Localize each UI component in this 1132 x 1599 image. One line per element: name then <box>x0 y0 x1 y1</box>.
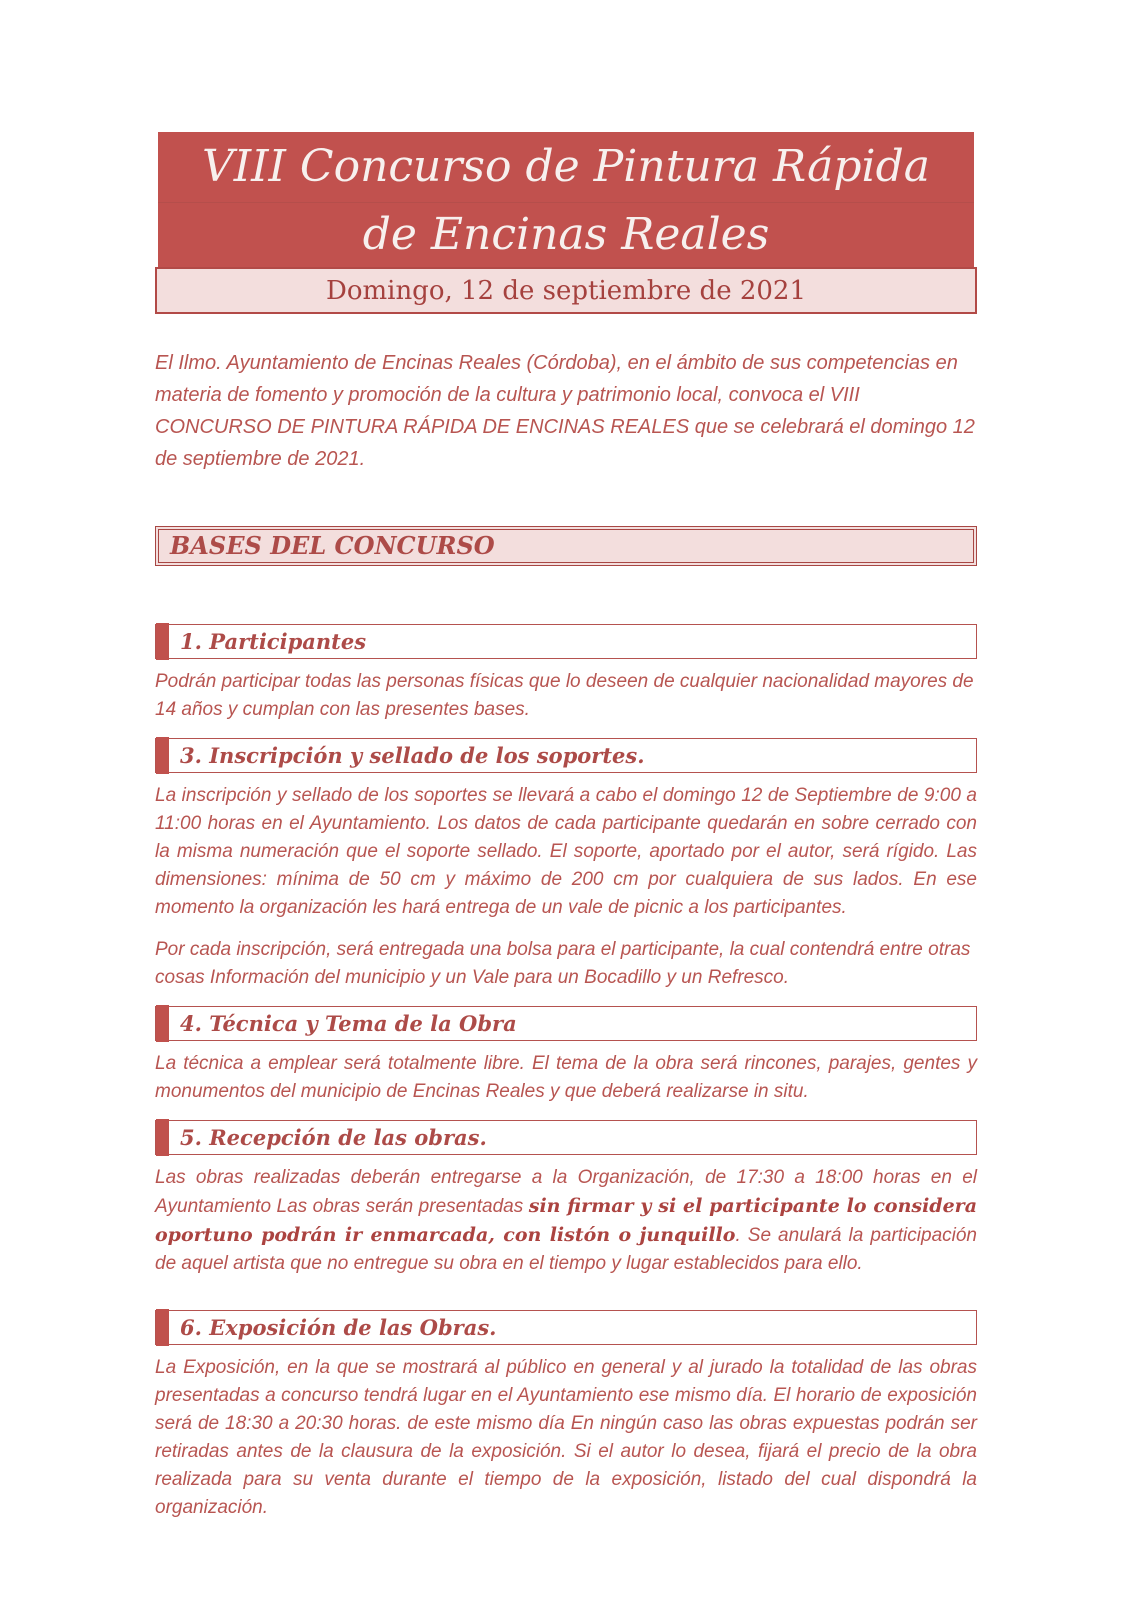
title-banner <box>158 132 974 267</box>
recepcion-text-after: . Se anulará la participación de aquel artista que no entregue su obra en el tiempo y lugar establecidos para ello. <box>155 1225 977 1274</box>
section-heading-label: 6. Exposición de las Obras. <box>180 1315 497 1340</box>
recepcion-paragraph <box>155 1164 977 1278</box>
event-date: Domingo, 12 de septiembre de 2021 <box>325 275 807 306</box>
section-heading-participantes <box>155 624 977 659</box>
participantes-paragraph: Podrán participar todas las personas físicas que lo deseen de cualquier nacionalidad mayores de 14 años y cumplan con las presentes bases. <box>155 671 974 720</box>
recepcion-text-bold: sin firmar y si el participante lo considera oportuno podrán ir enmarcada, con listón o junquillo <box>155 1195 978 1246</box>
intro-paragraph: El Ilmo. Ayuntamiento de Encinas Reales (Córdoba), en el ámbito de sus competencias en materia de fomento y promoción de la cultura y patrimonio local, convoca el VIII CONCURSO DE PINTURA RÁPIDA DE ENCINAS REALES que se celebrará el domingo 12 de septiembre de 2021. <box>155 352 975 470</box>
date-banner <box>155 267 977 314</box>
section-heading-label: 3. Inscripción y sellado de los soportes. <box>180 743 645 768</box>
document-title-line-1: VIII Concurso de Pintura Rápida <box>158 132 974 203</box>
document-content <box>155 132 977 1522</box>
exposicion-paragraph: La Exposición, en la que se mostrará al público en general y al jurado la totalidad de las obras presentadas a concurso tendrá lugar en el Ayuntamiento ese mismo día. El horario de exposición será de 18:30 a 20:30 horas. de este mismo día En ningún caso las obras expuestas podrán ser retiradas antes de la clausura de la exposición. Si el autor lo desea, fijará el precio de la obra realizada para su venta durante el tiempo de la exposición, listado del cual dispondrá la organización. <box>155 1357 977 1518</box>
document-title-line-2: de Encinas Reales <box>362 209 770 260</box>
section-heading-label: 1. Participantes <box>180 629 367 654</box>
section-heading-recepcion <box>155 1120 977 1155</box>
section-heading-exposicion <box>155 1310 977 1345</box>
inscripcion-paragraph-1: La inscripción y sellado de los soportes se llevará a cabo el domingo 12 de Septiembre de 9:00 a 11:00 horas en el Ayuntamiento. Los datos de cada participante quedarán en sobre cerrado con la misma numeración que el soporte sellado. El soporte, aportado por el autor, será rígido. Las dimensiones: mínima de 50 cm y máximo de 200 cm por cualquiera de sus lados. En ese momento la organización les hará entrega de un vale de picnic a los participantes. <box>155 785 977 918</box>
section-heading-inscripcion <box>155 738 977 773</box>
tecnica-paragraph: La técnica a emplear será totalmente libre. El tema de la obra será rincones, parajes, gentes y monumentos del municipio de Encinas Reales y que deberá realizarse in situ. <box>155 1053 977 1102</box>
inscripcion-paragraph-2: Por cada inscripción, será entregada una bolsa para el participante, la cual contendrá entre otras cosas Información del municipio y un Vale para un Bocadillo y un Refresco. <box>155 939 971 988</box>
section-heading-label: 4. Técnica y Tema de la Obra <box>180 1011 517 1036</box>
bases-heading-label: BASES DEL CONCURSO <box>170 531 495 560</box>
section-heading-label: 5. Recepción de las obras. <box>180 1125 487 1150</box>
bases-del-concurso-heading <box>155 526 977 566</box>
recepcion-text-before: Las obras realizadas deberán entregarse a la Organización, de 17:30 a 18:00 horas en el Ayuntamiento Las obras serán presentadas <box>155 1167 977 1217</box>
section-heading-tecnica-y-tema <box>155 1006 977 1041</box>
